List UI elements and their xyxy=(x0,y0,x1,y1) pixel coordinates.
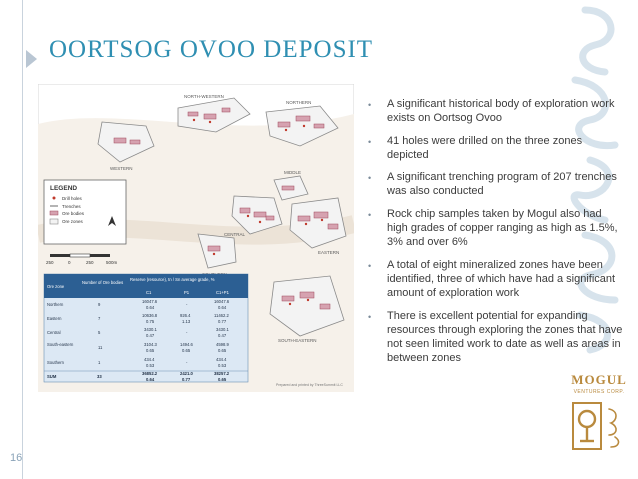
table-cell: 434.4 xyxy=(144,357,155,362)
table-cell: 0.65 xyxy=(218,377,227,382)
bullet-icon: • xyxy=(368,311,372,322)
mogul-emblem-icon xyxy=(571,401,627,453)
bullet-item xyxy=(365,97,623,126)
map-label-northern: NORTHERN xyxy=(286,100,312,105)
map-label-western: WESTERN xyxy=(110,166,133,171)
table-cell: - xyxy=(186,360,188,365)
table-total-label: SUM xyxy=(47,374,57,379)
table-cell: 11 xyxy=(98,345,103,350)
table-header-p1: P1 xyxy=(184,290,190,295)
table-cell: 1.13 xyxy=(182,319,191,324)
deposit-map xyxy=(38,84,354,392)
logo-subtitle: VENTURES CORP. xyxy=(573,389,625,395)
bullet-icon: • xyxy=(368,209,372,220)
page-number: 16 xyxy=(10,452,23,464)
scale-label: 0 xyxy=(68,260,71,265)
bullet-list xyxy=(365,97,623,374)
table-cell: 1 xyxy=(98,360,101,365)
logo-name: MOGUL xyxy=(571,372,627,387)
legend-item-ore-bodies: Ore bodies xyxy=(62,211,85,216)
table-cell: Central xyxy=(47,330,61,335)
bullet-icon: • xyxy=(368,136,372,147)
table-cell: 1494.6 xyxy=(180,342,193,347)
bullet-text: A significant historical body of exploration work exists on Oortsog Ovoo xyxy=(387,98,615,125)
table-cell: Northern xyxy=(47,302,64,307)
table-cell: - xyxy=(186,302,188,307)
map-label-middle: MIDDLE xyxy=(284,170,302,175)
map-credit: Prepared and printed by ThreeSummit LLC xyxy=(276,383,343,387)
map-label-central: CENTRAL xyxy=(224,232,246,237)
bullet-text: There is excellent potential for expanding resources through exploring the zones that have not seen limited work to date as well as areas in between zones xyxy=(387,309,623,365)
table-cell: 0.75 xyxy=(146,319,155,324)
bullet-icon: • xyxy=(368,260,372,271)
table-header-count: Number of Ore bodies xyxy=(82,280,124,285)
table-cell: 36852.2 xyxy=(142,371,158,376)
table-cell: 0.65 xyxy=(182,348,191,353)
bullet-icon: • xyxy=(368,173,372,184)
table-header-c1: C1 xyxy=(146,290,152,295)
left-divider xyxy=(22,0,23,479)
table-cell: 0.64 xyxy=(218,305,227,310)
legend-item-trenches: Trenches xyxy=(62,204,81,209)
table-cell: 0.64 xyxy=(146,305,155,310)
table-cell: 33 xyxy=(97,374,102,379)
map-label-eastern: EASTERN xyxy=(318,250,340,255)
table-cell: 0.77 xyxy=(182,377,191,382)
legend-item-ore-zones: Ore zones xyxy=(62,219,83,224)
table-cell: 0.47 xyxy=(218,333,227,338)
mogul-logo xyxy=(566,372,632,476)
bullet-item xyxy=(365,309,623,366)
table-cell: 0.65 xyxy=(146,348,155,353)
map-label-southeastern: SOUTH-EASTERN xyxy=(278,338,317,343)
slide-title: OORTSOG OVOO DEPOSIT xyxy=(49,36,374,63)
legend-item-drill-holes: Drill holes xyxy=(62,196,82,201)
table-cell: 0.65 xyxy=(218,348,227,353)
map-label-northwestern: NORTH-WESTERN xyxy=(184,94,224,99)
table-cell: 0.77 xyxy=(218,319,227,324)
bullet-text: A significant trenching program of 207 trenches was also conducted xyxy=(387,171,617,198)
table-cell: 0.53 xyxy=(146,363,155,368)
table-cell: 926.4 xyxy=(180,313,191,318)
scale-label: 250 xyxy=(46,260,54,265)
table-cell: 0.64 xyxy=(146,377,155,382)
bullet-item xyxy=(365,207,623,250)
bullet-text: Rock chip samples taken by Mogul also had high grades of copper ranging as high as 1.5%, 3% and over 6% xyxy=(387,207,618,249)
table-cell: 9 xyxy=(98,302,101,307)
scale-label: 500m xyxy=(106,260,118,265)
table-cell: Eastern xyxy=(47,316,62,321)
bullet-item xyxy=(365,170,623,199)
bullet-text: A total of eight mineralized zones have been identified, three of which have had a significant amount of exploration work xyxy=(387,258,616,300)
bullet-icon: • xyxy=(368,100,372,110)
table-cell: 0.53 xyxy=(218,363,227,368)
table-header-reserve: Reserve (resource), tn / Sn average grade, % xyxy=(130,277,215,282)
table-cell: 7 xyxy=(98,316,101,321)
legend-title: LEGEND xyxy=(50,185,78,192)
table-cell: 2421.0 xyxy=(180,371,193,376)
map-legend xyxy=(44,180,126,244)
table-header-zone: Ore zone xyxy=(47,284,65,289)
table-cell: 5 xyxy=(98,330,101,335)
table-cell: 4598.9 xyxy=(216,342,229,347)
table-cell: 16047.6 xyxy=(214,299,230,304)
title-arrow-icon xyxy=(26,50,37,68)
bullet-item xyxy=(365,134,623,163)
table-cell: 3430.1 xyxy=(144,327,157,332)
table-cell: 16047.6 xyxy=(142,299,158,304)
table-cell: 10636.8 xyxy=(142,313,158,318)
scale-label: 250 xyxy=(86,260,94,265)
table-cell: - xyxy=(186,330,188,335)
table-cell: 434.4 xyxy=(216,357,227,362)
table-cell: Southern xyxy=(47,360,64,365)
table-cell: 0.47 xyxy=(146,333,155,338)
table-cell: 3430.1 xyxy=(216,327,229,332)
bullet-item xyxy=(365,258,623,301)
table-cell: 3104.3 xyxy=(144,342,157,347)
table-cell: 11462.2 xyxy=(214,313,229,318)
reserves-table xyxy=(44,274,248,382)
table-cell: 38257.2 xyxy=(214,371,230,376)
deposit-map-figure xyxy=(38,84,354,392)
table-cell: South-eastern xyxy=(47,342,74,347)
table-header-c1p1: C1+P1 xyxy=(216,290,229,295)
bullet-text: 41 holes were drilled on the three zones depicted xyxy=(387,134,583,161)
